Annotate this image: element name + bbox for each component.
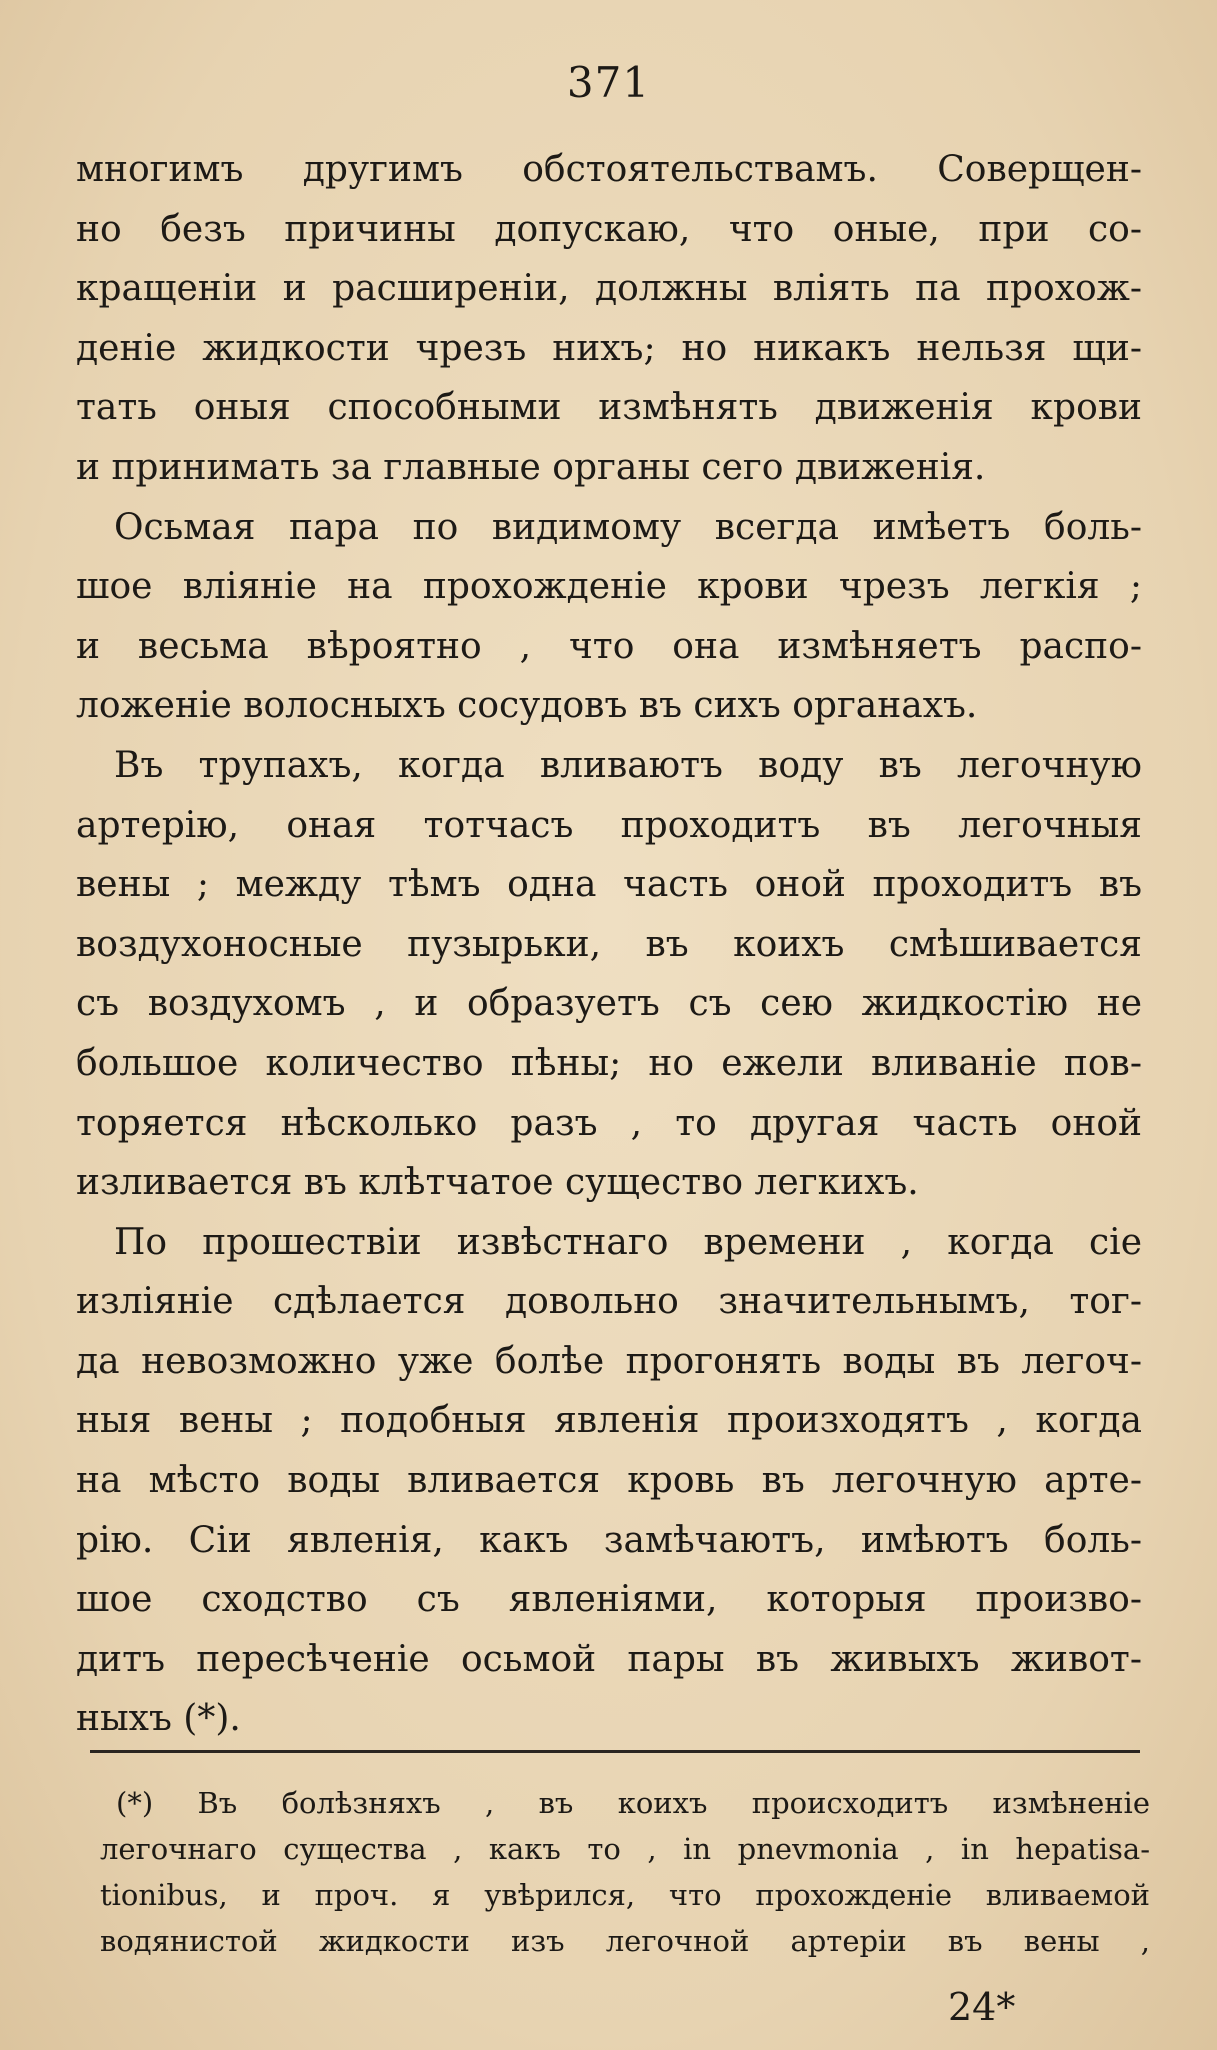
paragraph	[76, 736, 1142, 1213]
footnote	[100, 1780, 1150, 1964]
text-line: По прошествіи извѣстнаго времени , когда сіе	[114, 1221, 1142, 1263]
text-line: на мѣсто воды вливается кровь въ легочную арте-	[76, 1460, 1142, 1502]
footnote-line: водянистой жидкости изъ легочной артеріи въ вены ,	[100, 1924, 1150, 1958]
footnote-line: (*) Въ болѣзняхъ , въ коихъ происходитъ измѣненіе	[116, 1786, 1150, 1820]
paragraph	[76, 1213, 1142, 1749]
page-number: 371	[566, 58, 651, 107]
text-line: и весьма вѣроятно , что она измѣняетъ распо-	[76, 625, 1142, 667]
text-line: да невозможно уже болѣе прогонять воды въ легоч-	[76, 1340, 1142, 1382]
text-line: и принимать за главные органы сего движенія.	[76, 446, 986, 488]
signature-mark: 24*	[948, 1985, 1016, 2029]
text-line: шое вліяніе на прохожденіе крови чрезъ легкія ;	[76, 566, 1142, 608]
text-line: изліяніе сдѣлается довольно значительнымъ, тог-	[76, 1281, 1142, 1323]
text-line: Осьмая пара по видимому всегда имѣетъ боль-	[114, 506, 1142, 548]
text-line: ныхъ (*).	[76, 1698, 241, 1740]
text-line: рію. Сіи явленія, какъ замѣчаютъ, имѣютъ боль-	[76, 1519, 1142, 1561]
text-line: торяется нѣсколько разъ , то другая часть оной	[76, 1102, 1142, 1144]
text-line: дитъ пересѣченіе осьмой пары въ живыхъ живот-	[76, 1638, 1142, 1680]
main-text	[76, 140, 1142, 1749]
text-line: тать оныя способными измѣнять движенія крови	[76, 387, 1142, 429]
text-line: изливается въ клѣтчатое существо легкихъ.	[76, 1162, 919, 1204]
text-line: но безъ причины допускаю, что оные, при со-	[76, 208, 1142, 250]
text-line: воздухоносные пузырьки, въ коихъ смѣшивается	[76, 923, 1142, 965]
footnote-divider	[90, 1750, 1140, 1753]
footnote-line: tionibus, и проч. я увѣрился, что прохожденіе вливаемой	[100, 1878, 1150, 1912]
text-line: ныя вены ; подобныя явленія произходятъ , когда	[76, 1400, 1142, 1442]
text-line: многимъ другимъ обстоятельствамъ. Соверщен-	[76, 149, 1142, 190]
paragraph	[76, 498, 1142, 736]
text-line: Въ трупахъ, когда вливаютъ воду въ легочную	[114, 744, 1142, 786]
text-line: деніе жидкости чрезъ нихъ; но никакъ нельзя щи-	[76, 327, 1142, 369]
text-line: вены ; между тѣмъ одна часть оной проходитъ въ	[76, 864, 1142, 906]
text-line: артерію, оная тотчасъ проходитъ въ легочныя	[76, 804, 1142, 846]
text-line: шое сходство съ явленіями, которыя произво-	[76, 1579, 1142, 1621]
text-line: съ воздухомъ , и образуетъ съ сею жидкостію не	[76, 983, 1142, 1025]
text-line: большое количество пѣны; но ежели вливаніе пов-	[76, 1042, 1142, 1084]
text-line: кращеніи и расширеніи, должны вліять па прохож-	[76, 268, 1142, 310]
text-line: ложеніе волосныхъ сосудовъ въ сихъ органахъ.	[76, 685, 978, 727]
footnote-line: легочнаго существа , какъ то , in pnevmonia , in hepatisa-	[100, 1832, 1150, 1866]
paragraph	[76, 140, 1142, 498]
